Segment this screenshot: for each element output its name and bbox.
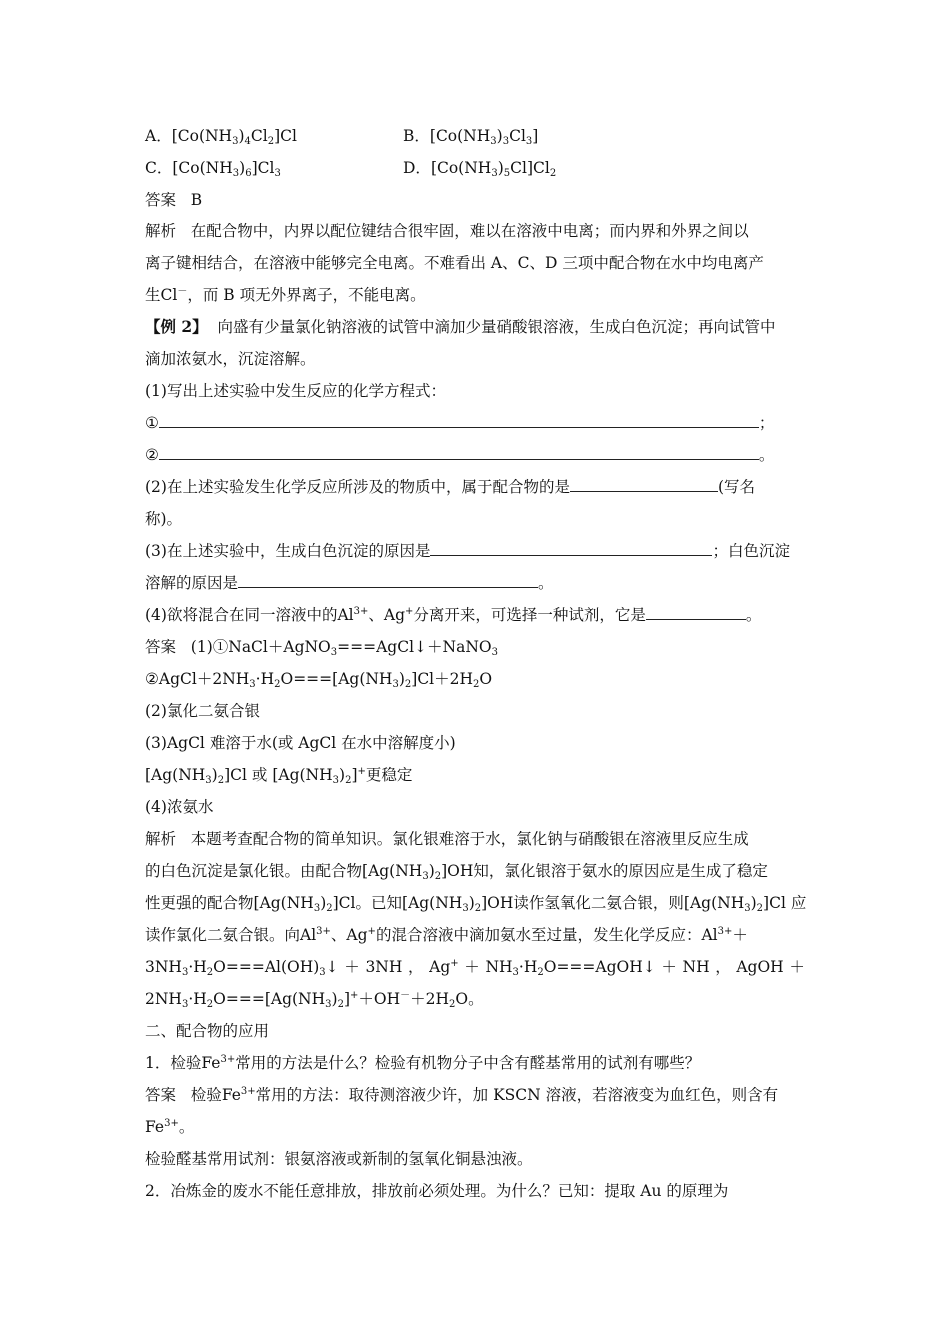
ex2-analysis-line6: $2NH_3\cdot H_2O===[Ag(NH_3)_2]^++OH^-+2H_2O$。 [145,990,484,1010]
ex2-q3-line1: (3)在上述实验中，生成白色沉淀的原因是 ；白色沉淀 [145,542,790,560]
option-d: D．$[Co(NH_3)_5Cl]Cl_2$ [403,159,557,179]
ex2-analysis-line3: 性更强的配合物$[Ag(NH_3)_2]Cl$。已知$[Ag(NH_3)_2]OH$读作氢氧化二氨合银，则$[Ag(NH_3)_2]Cl$ 应 [145,894,807,914]
ex2-answer-1b: $②AgCl+2NH_3\cdot H_2O===[Ag(NH_3)_2]Cl+2H_2O$ [145,670,493,690]
ex2-blank-2: ② 。 [145,446,775,464]
option-a: A．$[Co(NH_3)_4Cl_2]Cl$ [145,127,297,147]
ex2-stem-line1: 【例 2】 向盛有少量氯化钠溶液的试管中滴加少量硝酸银溶液，生成白色沉淀；再向试管中 [145,317,776,336]
ex2-analysis-line5: $3NH_3\cdot H_2O===Al(OH)_3↓$ ＋ 3NH ， Ag+ ＋ $NH_3\cdot H_2O===AgOH↓$ ＋ NH ， AgOH ＋ [145,958,805,978]
ex2-analysis-line1: 解析 本题考查配合物的简单知识。氯化银难溶于水，氯化钠与硝酸银在溶液里反应生成 [145,830,749,848]
ex2-answer-4: (4)浓氨水 [145,798,214,816]
ex2-q2-line1: (2)在上述实验发生化学反应所涉及的物质中，属于配合物的是 (写名 [145,478,756,496]
ex2-q3-line2: 溶解的原因是 。 [145,574,554,592]
ex2-q4: (4)欲将混合在同一溶液中的$Al^{3+}$、Ag+分离开来，可选择一种试剂，它是 。 [145,606,762,624]
ex2-analysis-line4: 读作氯化二氨合银。向$Al^{3+}$、Ag+的混合溶液中滴加氨水至过量，发生化学反应：$Al^{3+}+$ [145,926,748,944]
ex2-answer-3: (3)AgCl 难溶于水(或 AgCl 在水中溶解度小) [145,734,456,752]
q1-analysis-line2: 离子键相结合，在溶液中能够完全电离。不难看出 A、C、D 三项中配合物在水中均电离产 [145,254,764,272]
ex2-answer-2: (2)氯化二氨合银 [145,702,260,720]
ex2-answer-3b: $[Ag(NH_3)_2]Cl$ 或 $[Ag(NH_3)_2]^+$更稳定 [145,766,413,786]
option-c: C．$[Co(NH_3)_6]Cl_3$ [145,159,281,179]
section2-a1-line3: 检验醛基常用试剂：银氨溶液或新制的氢氧化铜悬浊液。 [145,1150,533,1168]
q1-answer: 答案 B [145,191,203,209]
ex2-stem-line2: 滴加浓氨水，沉淀溶解。 [145,350,316,368]
ex2-answer-1: 答案 (1)①NaCl＋AgNO$_3$===AgCl↓＋NaNO$_3$ [145,638,498,658]
section2-a1-line2: $Fe^{3+}$。 [145,1118,195,1136]
section2-q2: 2．冶炼金的废水不能任意排放，排放前必须处理。为什么？已知：提取 Au 的原理为 [145,1182,729,1200]
ex2-q2-line2: 称)。 [145,510,183,528]
section2-a1-line1: 答案 检验$Fe^{3+}$常用的方法：取待测溶液少许，加 KSCN 溶液，若溶液变为血红色，则含有 [145,1086,779,1104]
q1-analysis-line3: 生Cl－，而 B 项无外界离子，不能电离。 [145,286,426,304]
section2-title: 二、配合物的应用 [145,1022,270,1040]
option-b: B．$[Co(NH_3)_3Cl_3]$ [403,127,539,147]
ex2-analysis-line2: 的白色沉淀是氯化银。由配合物$[Ag(NH_3)_2]OH$知，氯化银溶于氨水的原因应是生成了稳定 [145,862,768,882]
ex2-blank-1: ① ； [145,414,775,432]
q1-analysis-line1: 解析 在配合物中，内界以配位键结合很牢固，难以在溶液中电离；而内界和外界之间以 [145,222,749,240]
ex2-q1: (1)写出上述实验中发生反应的化学方程式： [145,382,446,400]
section2-q1: 1．检验$Fe^{3+}$常用的方法是什么？检验有机物分子中含有醛基常用的试剂有哪些？ [145,1054,701,1072]
